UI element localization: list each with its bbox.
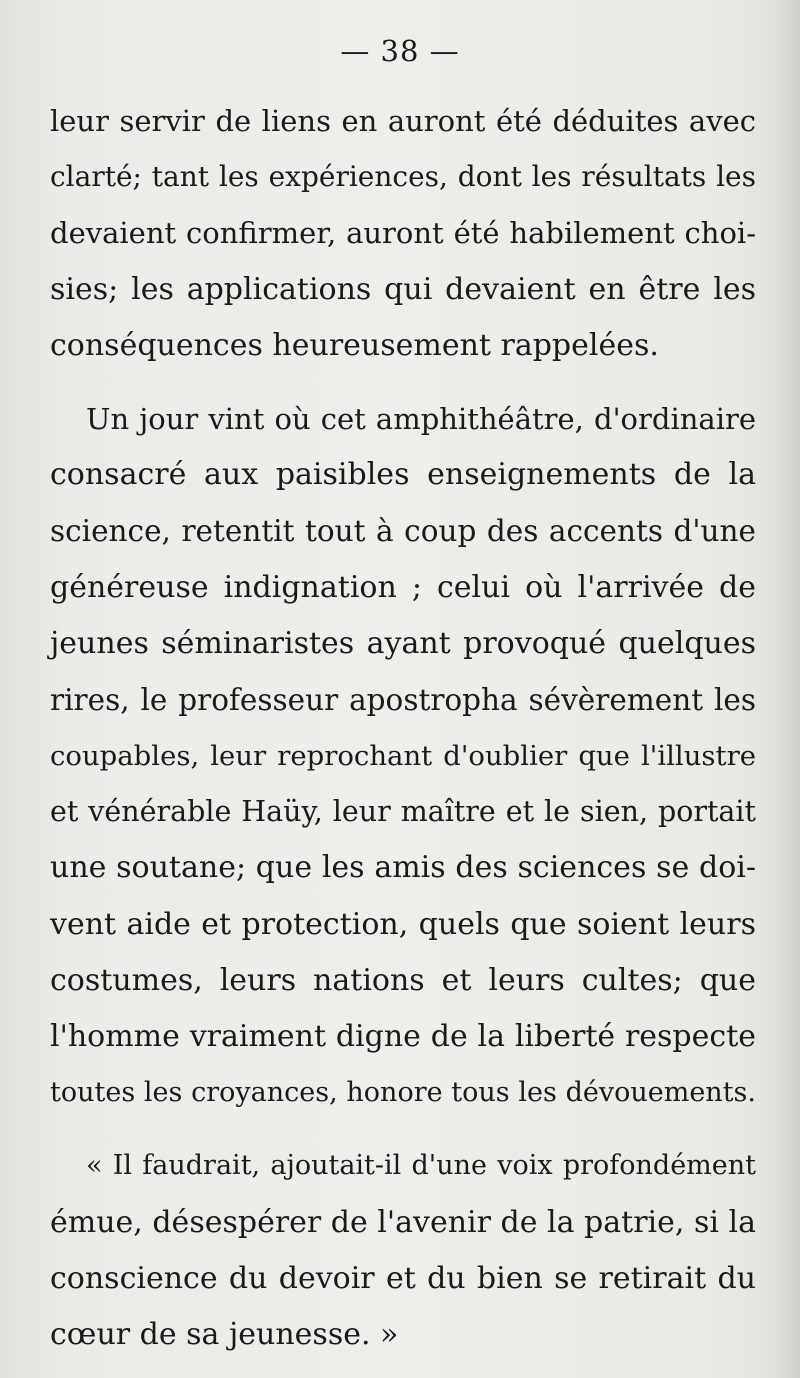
paragraph-gap	[50, 1121, 756, 1138]
text-line: clarté; tant les expériences, dont les résultats les	[50, 160, 756, 194]
text-line: vent aide et protection, quels que soient leurs	[50, 906, 756, 942]
paragraph	[50, 1138, 756, 1363]
body-text	[50, 93, 756, 1363]
text-line: rires, le professeur apostropha sévèrement les	[50, 682, 756, 717]
page-edge-shadow	[774, 0, 800, 1378]
text-line: Un jour vint où cet amphithéâtre, d'ordinaire	[86, 401, 756, 436]
text-line: consacré aux paisibles enseignements de la	[50, 457, 756, 493]
text-line: sies; les applications qui devaient en être les	[50, 271, 756, 307]
text-line: et vénérable Haüy, leur maître et le sien, portait	[50, 795, 756, 829]
text-line: généreuse indignation ; celui où l'arrivée de	[50, 569, 756, 605]
text-line: conscience du devoir et du bien se retirait du	[50, 1260, 756, 1296]
text-line: conséquences heureusement rappelées.	[50, 327, 659, 363]
paragraph-gap	[50, 374, 756, 391]
paragraph	[50, 93, 756, 374]
page-number: — 38 —	[340, 34, 460, 68]
text-line: l'homme vraiment digne de la liberté respecte	[50, 1019, 756, 1054]
text-line: émue, désespérer de l'avenir de la patrie, si la	[50, 1204, 756, 1240]
text-line: jeunes séminaristes ayant provoqué quelques	[50, 625, 756, 661]
text-line: toutes les croyances, honore tous les dévouements.	[50, 1077, 756, 1109]
text-line: science, retentit tout à coup des accents d'une	[50, 514, 756, 549]
text-line: leur servir de liens en auront été déduites avec	[50, 104, 756, 138]
text-line: une soutane; que les amis des sciences se doi-	[50, 850, 756, 886]
text-line: cœur de sa jeunesse. »	[50, 1316, 399, 1352]
text-line: coupables, leur reprochant d'oublier que l'illustre	[50, 740, 756, 773]
paragraph	[50, 391, 756, 1121]
text-line: costumes, leurs nations et leurs cultes; que	[50, 962, 756, 998]
text-line: « Il faudrait, ajoutait-il d'une voix profondément	[86, 1150, 756, 1182]
text-line: devaient confirmer, auront été habilement choi-	[50, 216, 756, 251]
